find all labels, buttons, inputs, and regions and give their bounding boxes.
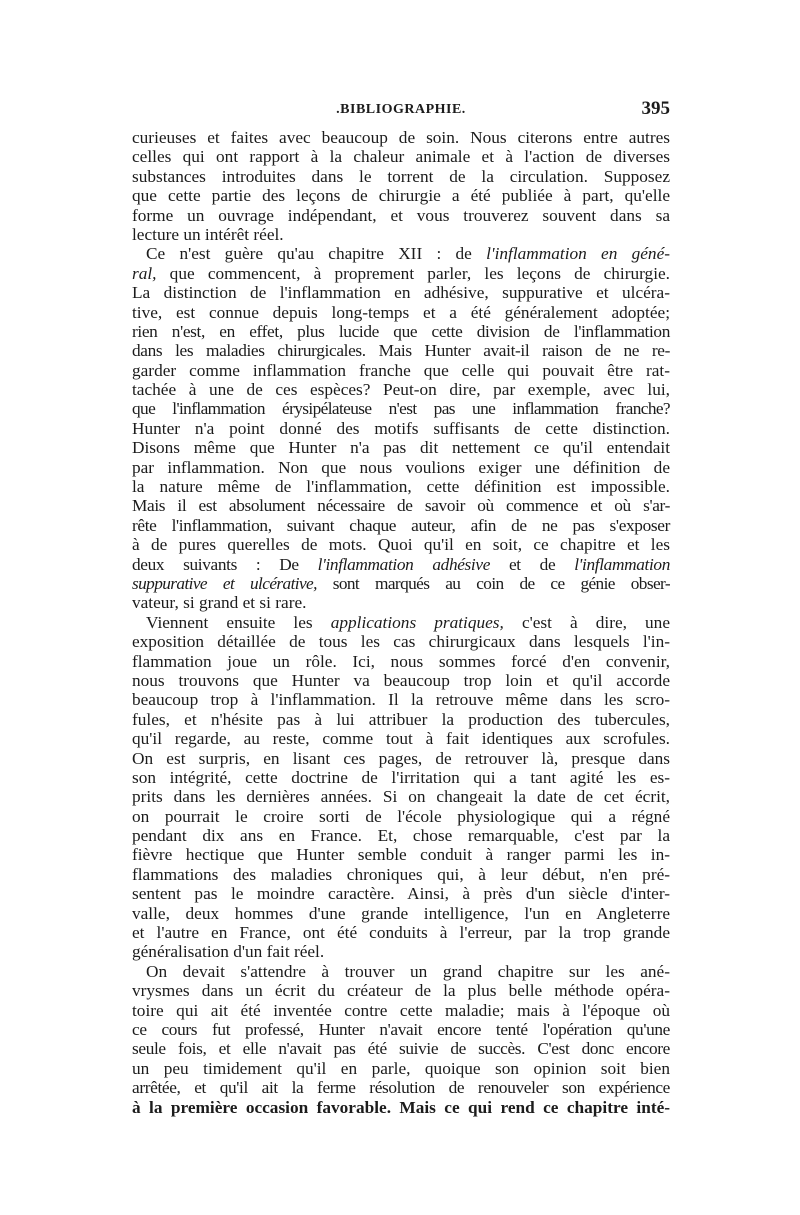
italic-title: suppurative et ulcérative, (132, 573, 317, 593)
text-line: prits dans les dernières années. Si on changeait la date de cet écrit, (132, 787, 670, 807)
text-run: Ce n'est guère qu'au chapitre XII : de (146, 244, 487, 264)
text-line: Disons même que Hunter n'a pas dit nettement ce qu'il entendait (132, 438, 670, 458)
running-title: .BIBLIOGRAPHIE. (336, 102, 466, 117)
text-line: beaucoup trop à l'inflammation. Il la retrouve même dans les scro- (132, 690, 670, 710)
text-line: flammations des maladies chroniques qui, à leur début, n'en pré- (132, 864, 670, 884)
italic-title: l'inflammation (574, 554, 670, 574)
text-line: que l'inflammation érysipélateuse n'est pas une inflammation franche? (132, 399, 670, 419)
text-line: On est surpris, en lisant ces pages, de retrouver là, presque dans (132, 748, 670, 768)
text-line: valle, deux hommes d'une grande intelligence, l'un en Angleterre (132, 903, 670, 923)
text-line: forme un ouvrage indépendant, et vous trouverez souvent dans sa (132, 205, 670, 225)
text-line: vrysmes dans un écrit du créateur de la plus belle méthode opéra- (132, 981, 670, 1001)
italic-title: l'inflammation adhésive (317, 554, 491, 574)
text-line: La distinction de l'inflammation en adhésive, suppurative et ulcéra- (132, 283, 670, 303)
text-line: rien n'est, en effet, plus lucide que cette division de l'inflammation (132, 321, 670, 341)
text-line: dans les maladies chirurgicales. Mais Hunter avait-il raison de ne re- (132, 341, 670, 361)
text-line: seule fois, et elle n'avait pas été suivie de succès. C'est donc encore (132, 1039, 670, 1059)
text-line: vateur, si grand et si rare. (132, 593, 307, 613)
text-line: On devait s'attendre à trouver un grand chapitre sur les ané- (146, 961, 670, 981)
text-line: Mais il est absolument nécessaire de savoir où commence et où s'ar- (132, 496, 670, 516)
text-line: flammation joue un rôle. Ici, nous sommes forcé d'en convenir, (132, 651, 670, 671)
text-run: sont marqués au coin de ce génie obser- (316, 573, 670, 593)
text-run: Viennent ensuite les (146, 612, 331, 632)
text-line: que cette partie des leçons de chirurgie a été publiée à part, qu'elle (132, 186, 670, 206)
italic-title: applications pratiques, (330, 612, 504, 632)
text-line (132, 613, 670, 632)
text-run: et de (490, 554, 575, 574)
text-run: à la première occasion favorable. Mais ce qui rend ce chapitre inté- (132, 1097, 670, 1117)
text-line: et l'autre en France, ont été conduits à l'erreur, par la trop grande (132, 923, 670, 943)
text-line (132, 555, 670, 574)
text-line: son intégrité, cette doctrine de l'irritation qui a tant agité les es- (132, 767, 670, 787)
text-line (132, 264, 670, 283)
text-line: ce cours fut professé, Hunter n'avait encore tenté l'opération qu'une (132, 1019, 670, 1039)
text-line: garder comme inflammation franche que celle qui pouvait être rat- (132, 360, 670, 380)
text-line: la nature même de l'inflammation, cette définition est impossible. (132, 477, 670, 497)
text-line: un peu timidement qu'il en parle, quoique son opinion soit bien (132, 1058, 670, 1078)
text-line: nous trouvons que Hunter va beaucoup trop loin et qu'il accorde (132, 670, 670, 690)
text-line: substances introduites dans le torrent de la circulation. Supposez (132, 166, 670, 186)
text-line: pendant dix ans en France. Et, chose remarquable, c'est par la (132, 826, 670, 846)
text-line: généralisation d'un fait réel. (132, 942, 325, 962)
text-line: tachée à une de ces espèces? Peut-on dire, par exemple, avec lui, (132, 380, 670, 400)
text-line: rête l'inflammation, suivant chaque auteur, afin de ne pas s'exposer (132, 515, 670, 535)
body-text (132, 128, 670, 1117)
text-run: c'est à dire, une (503, 612, 670, 632)
italic-title: l'inflammation en géné- (486, 244, 670, 264)
text-line: exposition détaillée de tous les cas chirurgicaux dans lesquels l'in- (132, 632, 670, 652)
text-line: toire qui ait été inventée contre cette maladie; mais à l'époque où (132, 1000, 670, 1020)
text-line: on pourrait le croire sorti de l'école physiologique qui a régné (132, 806, 670, 826)
text-run: deux suivants : De (132, 554, 318, 574)
text-line: par inflammation. Non que nous voulions exiger une définition de (132, 457, 670, 477)
page-number: 395 (641, 98, 670, 119)
text-line: arrêtée, et qu'il ait la ferme résolution de renouveler son expérience (132, 1078, 670, 1098)
text-line: à de pures querelles de mots. Quoi qu'il en soit, ce chapitre et les (132, 535, 670, 555)
text-run: que commencent, à proprement parler, les leçons de chirurgie. (156, 263, 670, 283)
running-header (132, 98, 670, 128)
text-line (132, 244, 670, 263)
italic-title: ral, (132, 263, 157, 283)
text-line: curieuses et faites avec beaucoup de soin. Nous citerons entre autres (132, 128, 670, 147)
text-line (132, 574, 670, 593)
text-line: lecture un intérêt réel. (132, 224, 284, 244)
text-line: fièvre hectique que Hunter semble conduit à ranger parmi les in- (132, 845, 670, 865)
text-line: tive, est connue depuis long-temps et a été généralement adoptée; (132, 302, 670, 322)
book-page (132, 98, 670, 1117)
text-line: fules, et n'hésite pas à lui attribuer la production des tubercules, (132, 709, 670, 729)
text-line: Hunter n'a point donné des motifs suffisants de cette distinction. (132, 418, 670, 438)
text-line: qu'il regarde, au reste, comme tout à fait identiques aux scrofules. (132, 729, 670, 749)
text-line: sentent pas le moindre caractère. Ainsi, à près d'un siècle d'inter- (132, 884, 670, 904)
text-line: celles qui ont rapport à la chaleur animale et à l'action de diverses (132, 147, 670, 167)
text-line (132, 1098, 670, 1117)
